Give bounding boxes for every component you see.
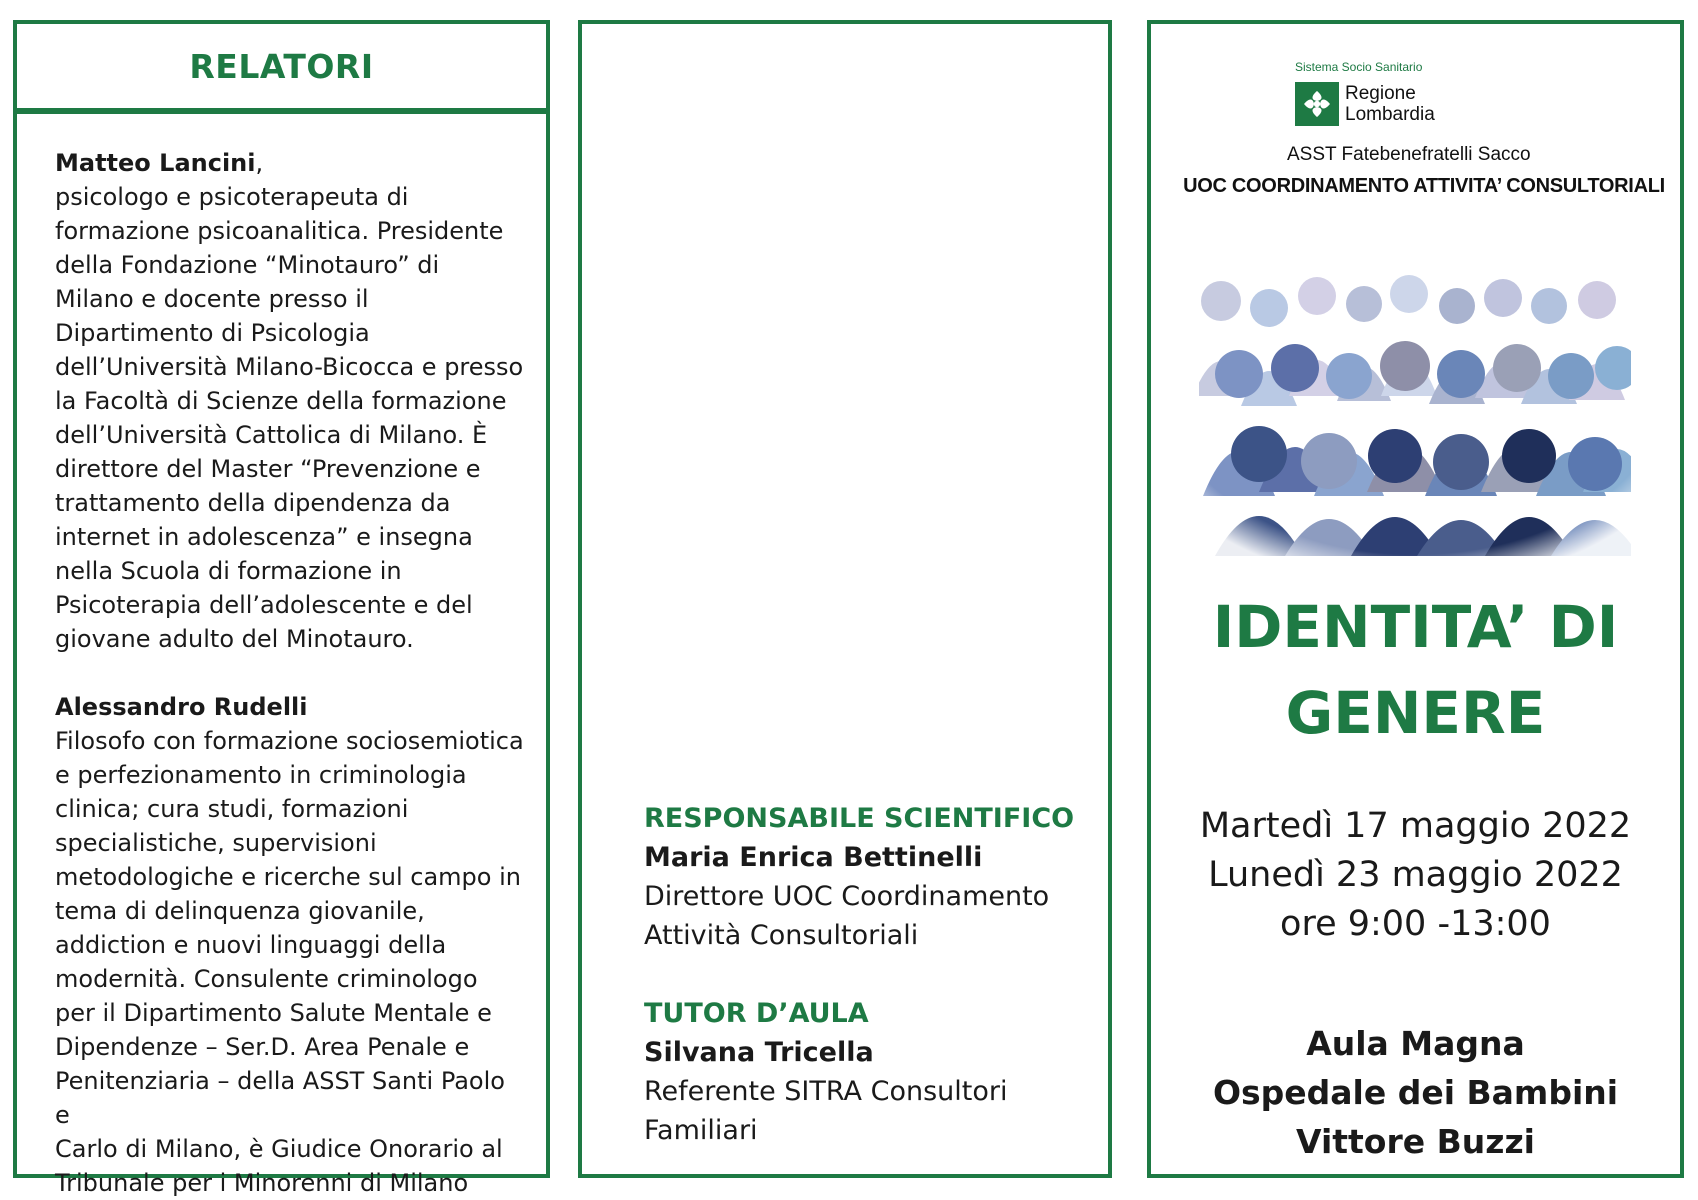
event-title: IDENTITA’ DI GENERE xyxy=(1212,593,1619,747)
speaker-bio: psicologo e psicoterapeuta di formazione psicoanalitica. Presidente della Fondazione “Minotauro” di Milano e docente presso il Dipartimento di Psicologia dell’Università Milano-Bicocca e presso la Facoltà di Scienze della formazione dell’Università Cattolica di Milano. È direttore del Master “Prevenzione e trattamento della dipendenza da internet in adolescenza” e insegna nella Scuola di formazione in Psicoterapia dell’adolescente e del giovane adulto del Minotauro. xyxy=(55,183,524,653)
staff-panel xyxy=(578,20,1112,1178)
venue-line-3: Vittore Buzzi xyxy=(1295,1122,1535,1161)
speaker-bio: Filosofo con formazione sociosemiotica e perfezionamento in criminologia clinica; cura studi, formazioni specialistiche, supervisioni metodologiche e ricerche sul campo in tema di delinquenza giovanile, addiction e nuovi linguaggi della modernità. Consulente criminologo per il Dipartimento Salute Mentale e Dipendenze – Ser.D. Area Penale e Penitenziaria – della ASST Santi Paolo e Carlo di Milano, è Giudice Onorario al Tribunale per i Minorenni di Milano xyxy=(55,727,524,1197)
tutor-description: Referente SITRA Consultori Familiari xyxy=(644,1076,1008,1146)
speaker-name: Alessandro Rudelli xyxy=(55,693,308,721)
relatori-heading: RELATORI xyxy=(189,46,374,86)
relatori-header xyxy=(17,24,546,114)
relatori-list xyxy=(17,114,546,1200)
logo-system-text: Sistema Socio Sanitario xyxy=(1295,60,1423,74)
tutor-role: TUTOR D’AULA xyxy=(644,998,869,1029)
crowd-silhouettes-illustration xyxy=(1199,256,1631,556)
regione-lombardia-rose-icon xyxy=(1295,82,1339,126)
event-date-2: Lunedì 23 maggio 2022 xyxy=(1208,855,1623,895)
relatori-panel xyxy=(13,20,550,1197)
event-dates xyxy=(1151,802,1680,949)
venue-line-2: Ospedale dei Bambini xyxy=(1212,1073,1619,1112)
speaker-name: Matteo Lancini xyxy=(55,149,256,177)
event-time: ore 9:00 -13:00 xyxy=(1280,904,1551,944)
responsabile-description: Direttore UOC Coordinamento Attività Consultoriali xyxy=(644,881,1050,951)
responsabile-role: RESPONSABILE SCIENTIFICO xyxy=(644,803,1075,834)
responsabile-name: Maria Enrica Bettinelli xyxy=(644,842,983,873)
logo-region-text: Regione Lombardia xyxy=(1345,83,1435,125)
speaker-entry: Matteo Lancini, xyxy=(55,149,264,177)
cover-panel xyxy=(1147,20,1684,1178)
venue-line-1: Aula Magna xyxy=(1306,1024,1525,1063)
staff-list xyxy=(644,799,1088,1150)
regione-lombardia-logo xyxy=(1295,60,1435,126)
tutor-name: Silvana Tricella xyxy=(644,1037,874,1068)
uoc-name: UOC COORDINAMENTO ATTIVITA’ CONSULTORIALI xyxy=(1183,175,1665,197)
event-venue xyxy=(1151,1019,1680,1166)
event-date-1: Martedì 17 maggio 2022 xyxy=(1199,806,1632,846)
asst-name: ASST Fatebenefratelli Sacco xyxy=(1287,144,1531,165)
